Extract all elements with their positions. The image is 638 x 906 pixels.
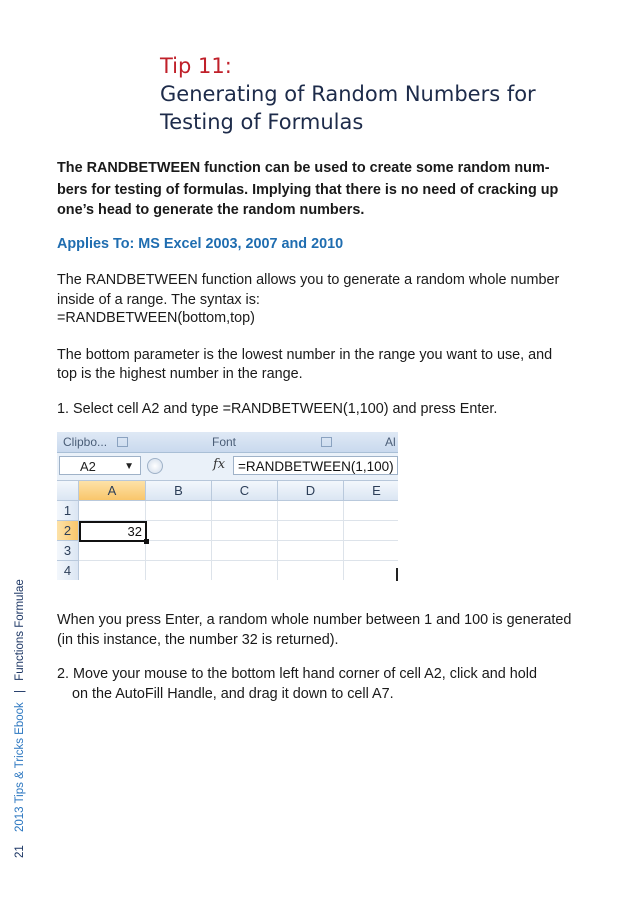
row-header-1[interactable]: 1 [57, 501, 79, 521]
cell-a1[interactable] [79, 501, 146, 521]
chevron-down-icon: ▼ [124, 461, 134, 472]
ribbon-group-labels [57, 432, 398, 453]
sidebar-separator: | [14, 690, 26, 694]
para2-line1: The bottom parameter is the lowest number in the range you want to use, and [57, 347, 553, 363]
page-sidebar-footer [14, 579, 26, 858]
formula-input[interactable]: =RANDBETWEEN(1,100) [233, 456, 398, 475]
column-header-e[interactable]: E [344, 481, 398, 501]
page-number: 21 [14, 845, 26, 858]
intro-line3: one’s head to generate the random numbers. [57, 202, 365, 218]
tip-heading [160, 52, 620, 136]
step2-line2: on the AutoFill Handle, and drag it down to cell A7. [72, 686, 394, 702]
cell-c2[interactable] [212, 521, 278, 541]
formula-bar-circle-icon [147, 458, 163, 474]
intro-line2: bers for testing of formulas. Implying that there is no need of cracking up [57, 182, 559, 198]
dialog-launcher-icon [117, 437, 128, 447]
fx-icon: fx [213, 457, 226, 472]
column-header-a[interactable]: A [79, 481, 146, 501]
ribbon-clipboard-label: Clipbo... [63, 435, 108, 449]
formula-bar [57, 453, 398, 481]
cell-b2[interactable] [146, 521, 212, 541]
intro-line1: The RANDBETWEEN function can be used to create some random num- [57, 160, 550, 176]
tip-number: Tip 11: [160, 54, 232, 78]
dialog-launcher-icon [321, 437, 332, 447]
step1: 1. Select cell A2 and type =RANDBETWEEN(1,100) and press Enter. [57, 401, 498, 417]
cell-d4[interactable] [278, 561, 344, 580]
name-box-value: A2 [80, 459, 96, 474]
applies-to: Applies To: MS Excel 2003, 2007 and 2010 [57, 236, 344, 252]
section-name: Functions Formulae [14, 579, 26, 681]
para1-line2: inside of a range. The syntax is: [57, 292, 260, 308]
ribbon-font-label: Font [212, 435, 237, 449]
column-header-b[interactable]: B [146, 481, 212, 501]
cell-d1[interactable] [278, 501, 344, 521]
cell-e3[interactable] [344, 541, 398, 561]
row-header-4[interactable]: 4 [57, 561, 79, 580]
cell-d2[interactable] [278, 521, 344, 541]
tip-title-line1: Generating of Random Numbers for [160, 82, 536, 106]
cell-e4[interactable] [344, 561, 398, 580]
step2-line1: 2. Move your mouse to the bottom left hand corner of cell A2, click and hold [57, 666, 537, 682]
autofill-handle[interactable] [144, 539, 149, 544]
cell-a4[interactable] [79, 561, 146, 580]
cell-b4[interactable] [146, 561, 212, 580]
row-header-2[interactable]: 2 [57, 521, 79, 541]
excel-screenshot [57, 432, 398, 580]
cell-b1[interactable] [146, 501, 212, 521]
ribbon-alignment-label: Al [385, 435, 396, 449]
column-header-c[interactable]: C [212, 481, 278, 501]
tip-title-line2: Testing of Formulas [160, 110, 364, 134]
cell-e1[interactable] [344, 501, 398, 521]
para3-line1: When you press Enter, a random whole number between 1 and 100 is generated [57, 612, 572, 628]
cell-c1[interactable] [212, 501, 278, 521]
para1-line1: The RANDBETWEEN function allows you to generate a random whole number [57, 272, 560, 288]
cell-a3[interactable] [79, 541, 146, 561]
column-header-d[interactable]: D [278, 481, 344, 501]
cell-c3[interactable] [212, 541, 278, 561]
ebook-title: 2013 Tips & Tricks Ebook [14, 702, 26, 832]
para2-line2: top is the highest number in the range. [57, 366, 303, 382]
syntax-line: =RANDBETWEEN(bottom,top) [57, 310, 255, 326]
select-all-corner[interactable] [57, 481, 79, 501]
para3-line2: (in this instance, the number 32 is returned). [57, 632, 339, 648]
cell-a2-selected[interactable]: 32 [79, 521, 147, 542]
cell-b3[interactable] [146, 541, 212, 561]
cell-c4[interactable] [212, 561, 278, 580]
cell-e2[interactable] [344, 521, 398, 541]
text-cursor-icon [396, 568, 398, 581]
cell-d3[interactable] [278, 541, 344, 561]
row-header-3[interactable]: 3 [57, 541, 79, 561]
name-box[interactable] [59, 456, 141, 475]
